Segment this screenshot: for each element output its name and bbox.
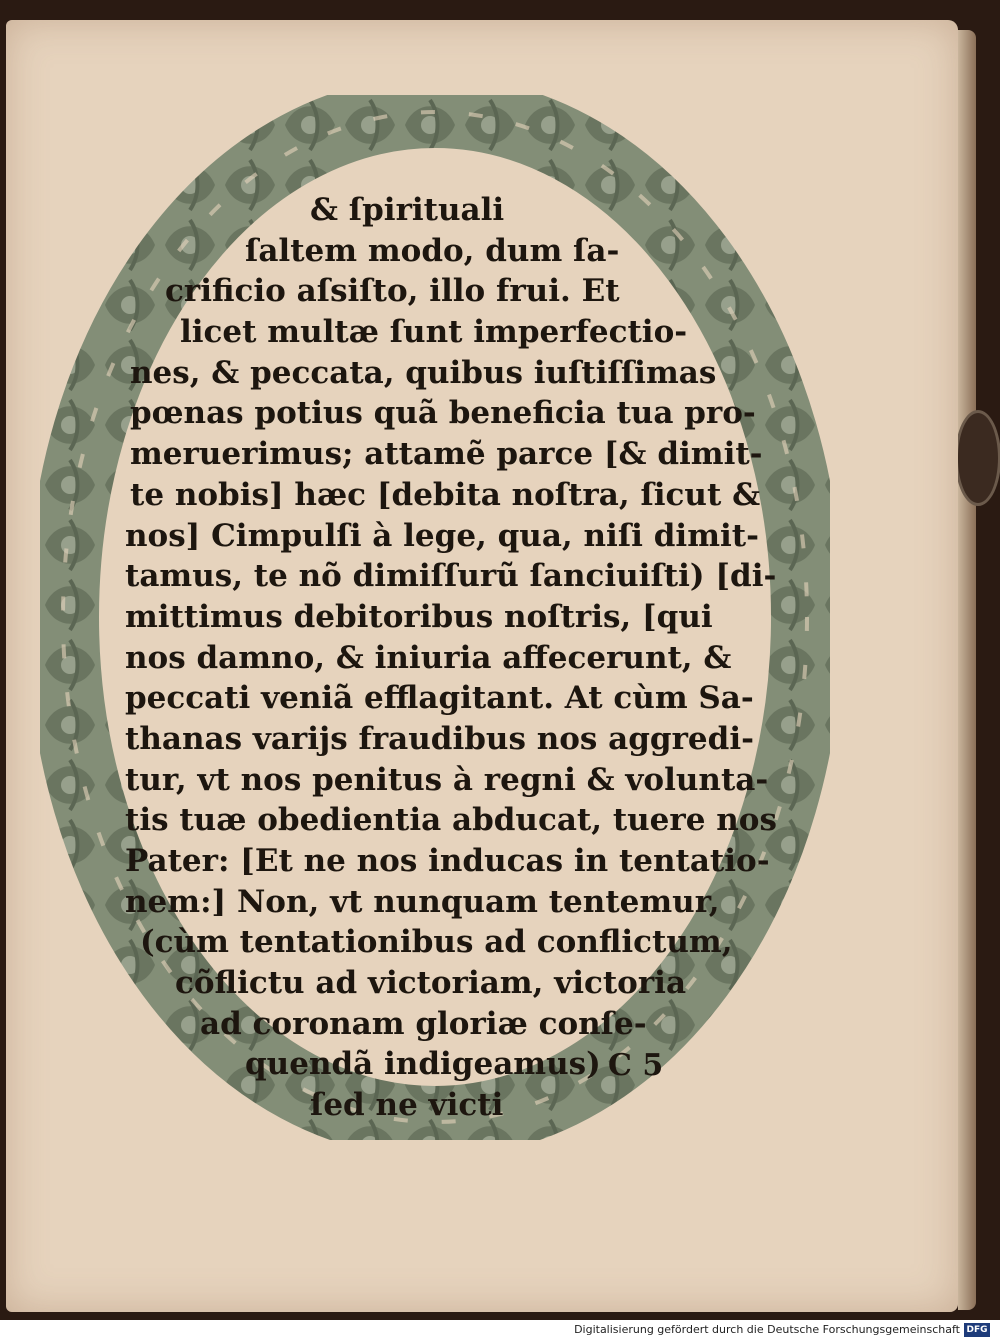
text-line: ad coronam gloriæ conſe-	[200, 1005, 647, 1042]
text-line: pœnas potius quã beneficia tua pro-	[130, 395, 756, 432]
text-line: (cùm tentationibus ad conflictum,	[140, 924, 733, 961]
text-line: nos] Cimpulſi à lege, qua, niſi dimit-	[125, 517, 759, 554]
text-line: tamus, te nõ dimiſſurũ ſanciuiſti) [di-	[125, 558, 777, 595]
footer-credit: Digitalisierung gefördert durch die Deutsche Forschungsgemeinschaft	[574, 1323, 960, 1336]
footer	[0, 1320, 1000, 1341]
text-line: thanas varijs fraudibus nos aggredi-	[125, 720, 754, 757]
text-line: licet multæ ſunt imperfectio-	[180, 314, 688, 351]
text-line: tis tuæ obedientia abducat, tuere nos	[125, 802, 777, 839]
text-line: cõflictu ad victoriam, victoria	[175, 965, 687, 1002]
text-line: peccati veniã efflagitant. At cùm Sa-	[125, 680, 754, 717]
text-line: & ſpirituali	[310, 192, 505, 228]
text-line: Pater: [Et ne nos inducas in tentatio-	[125, 843, 770, 879]
text-line: te nobis] hæc [debita noſtra, ſicut &	[130, 476, 761, 513]
text-line: ſed ne victi	[310, 1087, 504, 1124]
text-line: meruerimus; attamẽ parce [& dimit-	[130, 436, 763, 473]
dfg-logo-icon: DFG	[964, 1323, 990, 1337]
text-line: quendã indigeamus)	[245, 1046, 601, 1083]
text-line: tur, vt nos penitus à regni & volunta-	[125, 761, 769, 798]
page-edge	[958, 30, 976, 1310]
text-line: crificio aſsiſto, illo frui. Et	[165, 273, 620, 310]
clasp	[955, 410, 1000, 506]
text-line: nem:] Non, vt nunquam tentemur,	[125, 883, 720, 920]
text-line: mittimus debitoribus noſtris, [qui	[125, 598, 713, 635]
text-line: nes, & peccata, quibus iuſtiſſimas	[130, 354, 717, 391]
text-line: ſaltem modo, dum ſa-	[245, 232, 620, 269]
text-line: nos damno, & iniuria affecerunt, &	[125, 639, 732, 676]
page-text	[110, 190, 777, 1124]
signature-mark: C 5	[608, 1048, 664, 1083]
